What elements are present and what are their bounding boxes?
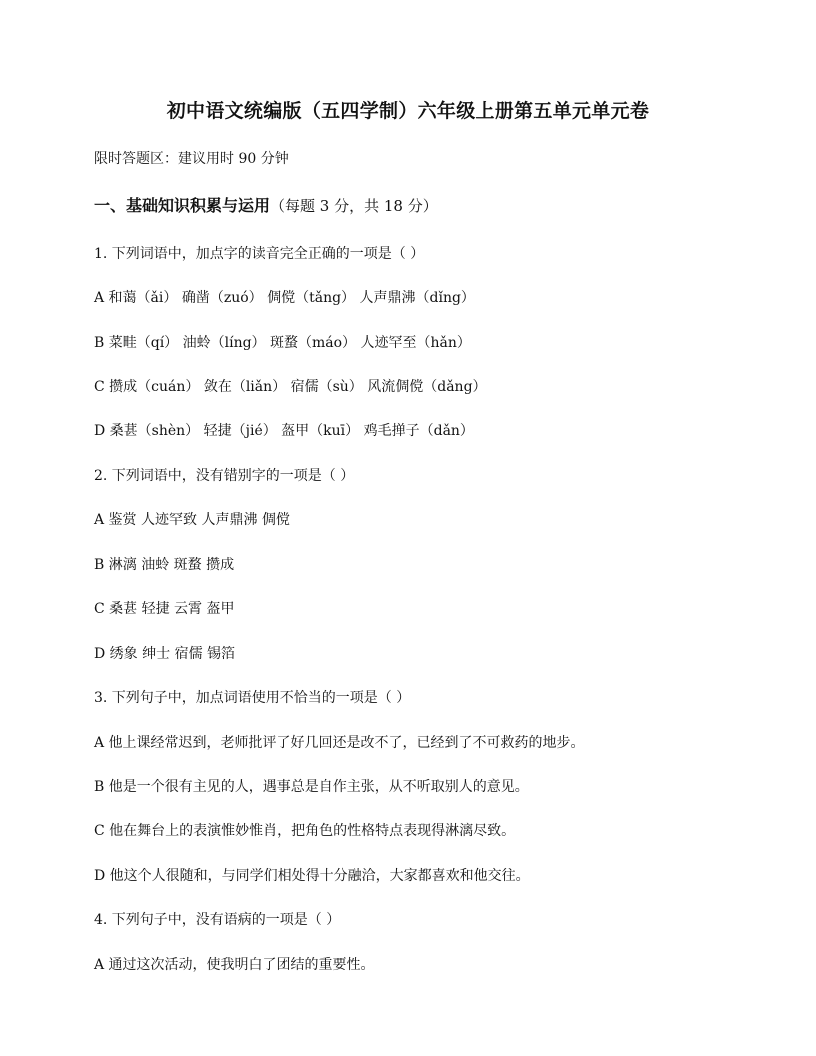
question-2-option-c: C 桑葚 轻捷 云霄 盔甲: [94, 601, 235, 617]
question-3-option-a: A 他上课经常迟到，老师批评了好几回还是改不了，已经到了不可救药的地步。: [94, 735, 585, 751]
section-title: 一、基础知识积累与运用: [94, 196, 271, 215]
question-4-option-a: A 通过这次活动，使我明白了团结的重要性。: [94, 957, 375, 973]
question-3-option-d: D 他这个人很随和，与同学们相处得十分融洽，大家都喜欢和他交往。: [94, 868, 530, 884]
question-1-stem: 1. 下列词语中，加点字的读音完全正确的一项是（ ）: [94, 246, 425, 262]
question-2-option-a: A 鉴赏 人迹罕致 人声鼎沸 倜傥: [94, 512, 290, 528]
question-4-stem: 4. 下列句子中，没有语病的一项是（ ）: [94, 912, 341, 928]
question-1-option-c: C 攒成（cuán） 敛在（liǎn） 宿儒（sù） 风流倜傥（dǎng）: [94, 379, 487, 395]
section-heading: [94, 196, 438, 216]
document-title: 初中语文统编版（五四学制）六年级上册第五单元单元卷: [166, 100, 650, 122]
question-3-stem: 3. 下列句子中，加点词语使用不恰当的一项是（ ）: [94, 690, 411, 706]
question-1-option-d: D 桑葚（shèn） 轻捷（jié） 盔甲（kuī） 鸡毛掸子（dǎn）: [94, 423, 474, 439]
question-2-option-b: B 淋漓 油蛉 斑蝥 攒成: [94, 557, 235, 573]
section-score-note: （每题 3 分，共 18 分）: [270, 197, 438, 215]
question-2-stem: 2. 下列词语中，没有错别字的一项是（ ）: [94, 468, 355, 484]
question-3-option-b: B 他是一个很有主见的人，遇事总是自作主张，从不听取别人的意见。: [94, 779, 529, 795]
time-note: 限时答题区：建议用时 90 分钟: [94, 151, 289, 167]
question-3-option-c: C 他在舞台上的表演惟妙惟肖，把角色的性格特点表现得淋漓尽致。: [94, 823, 516, 839]
question-2-option-d: D 绣象 绅士 宿儒 锡箔: [94, 646, 236, 662]
question-1-option-a: A 和蔼（ǎi） 确凿（zuó） 倜傥（tǎng） 人声鼎沸（dǐng）: [94, 290, 475, 306]
question-1-option-b: B 菜畦（qí） 油蛉（líng） 斑蝥（máo） 人迹罕至（hǎn）: [94, 335, 471, 351]
